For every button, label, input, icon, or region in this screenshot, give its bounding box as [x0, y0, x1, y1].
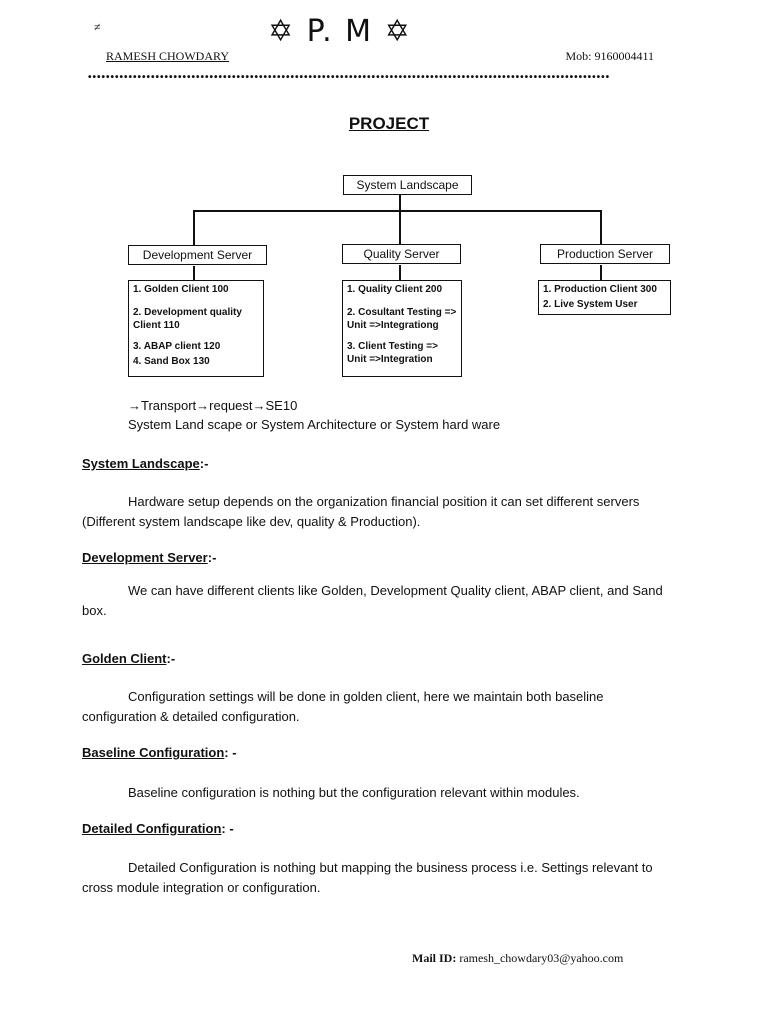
- section-heading-text: Baseline Configuration: [82, 745, 225, 760]
- system-landscape-diagram: [0, 0, 768, 400]
- transport-line: →Transport→request→SE10: [128, 398, 298, 413]
- root-label: System Landscape: [356, 178, 459, 192]
- list-item: 2. Live System User: [543, 299, 638, 310]
- list-item: 1. Golden Client 100: [133, 284, 229, 295]
- connector-horizontal: [193, 210, 601, 212]
- development-client-list: [128, 280, 264, 377]
- section-heading: [82, 651, 175, 666]
- list-item: 2. Development quality Client 110: [133, 307, 242, 331]
- section-heading-suffix: :-: [166, 651, 176, 666]
- section-heading-suffix: : -: [224, 745, 237, 760]
- list-item: 3. Client Testing => Unit =>Integration: [347, 341, 438, 365]
- list-item: 3. ABAP client 120: [133, 341, 221, 352]
- connector-quality-list: [399, 265, 401, 280]
- architecture-line: System Land scape or System Architecture or System hard ware: [128, 417, 501, 432]
- section-paragraph: We can have different clients like Golden, Development Quality client, ABAP client, and Sand box.: [82, 583, 663, 618]
- connector-quality: [399, 210, 401, 245]
- corner-mark: ≠: [94, 20, 101, 34]
- author-name: RAMESH CHOWDARY: [106, 49, 230, 63]
- section-paragraph: Configuration settings will be done in golden client, here we maintain both baseline configuration & detailed configuration.: [82, 689, 604, 724]
- development-server-label: Development Server: [142, 248, 253, 262]
- connector-prod: [600, 210, 602, 245]
- connector-dev: [193, 210, 195, 245]
- connector-prod-list: [600, 265, 602, 280]
- section-heading-text: Detailed Configuration: [82, 821, 222, 836]
- dotted-divider: ••••••••••••••••••••••••••••••••••••••••••••••••••••••••••••••••••••••••••••••••••••••••••••••••••••••••••••••••••••: [88, 72, 611, 83]
- section-paragraph: Detailed Configuration is nothing but mapping the business process i.e. Settings relevant to cross module integration or configuration.: [82, 860, 653, 895]
- section-heading-suffix: : -: [221, 821, 234, 836]
- quality-server-box: [342, 244, 461, 264]
- root-box: [343, 175, 472, 195]
- quality-server-label: Quality Server: [363, 247, 440, 261]
- list-item: 1. Production Client 300: [543, 284, 657, 295]
- pm-logo: ✡ P. M ✡: [268, 14, 412, 49]
- footer-mail-label: Mail ID:: [412, 951, 457, 965]
- section-heading-suffix: :-: [207, 550, 217, 565]
- page-title-text: PROJECT: [348, 114, 430, 133]
- footer-email: ramesh_chowdary03@yahoo.com: [459, 951, 624, 965]
- section-heading-text: System Landscape: [82, 456, 200, 471]
- production-server-label: Production Server: [556, 247, 654, 261]
- section-heading: [82, 745, 237, 760]
- production-server-box: [540, 244, 670, 264]
- mobile-number: Mob: 9160004411: [565, 49, 654, 63]
- section-paragraph: Hardware setup depends on the organization financial position it can set different servers (Different system landscape like dev, quality & Production).: [82, 494, 640, 529]
- section-heading: [82, 821, 234, 836]
- development-server-box: [128, 245, 267, 265]
- section-paragraph: Baseline configuration is nothing but the configuration relevant within modules.: [128, 785, 580, 800]
- quality-client-list: [342, 280, 462, 377]
- footer-mail: [412, 951, 623, 966]
- section-heading-suffix: :-: [199, 456, 209, 471]
- section-heading: [82, 456, 208, 471]
- connector-dev-list: [193, 266, 195, 281]
- list-item: 4. Sand Box 130: [133, 356, 210, 367]
- list-item: 2. Cosultant Testing => Unit =>Integrationg: [347, 307, 457, 331]
- section-heading-text: Development Server: [82, 550, 208, 565]
- list-item: 1. Quality Client 200: [347, 284, 443, 295]
- production-client-list: [538, 280, 671, 315]
- section-heading-text: Golden Client: [82, 651, 167, 666]
- section-heading: [82, 550, 216, 565]
